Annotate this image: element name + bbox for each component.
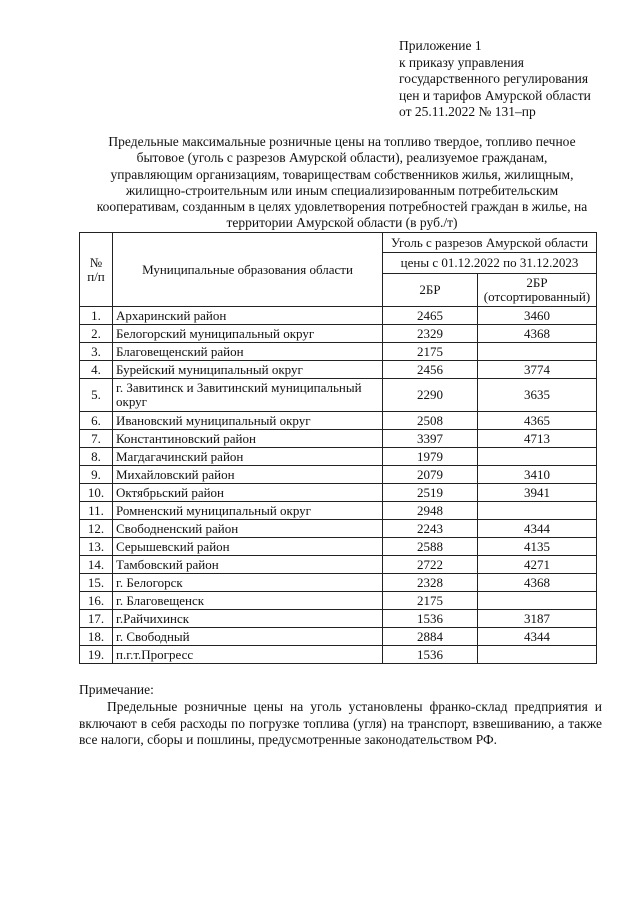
row-number: 2. <box>80 325 113 343</box>
row-price-2br: 2328 <box>383 574 478 592</box>
table-row <box>80 343 597 361</box>
appendix-line: государственного регулирования <box>399 71 589 86</box>
appendix-line: цен и тарифов Амурской области <box>399 87 591 103</box>
row-municipality: п.г.т.Прогресс <box>113 646 383 664</box>
row-price-2br-sorted: 3774 <box>478 361 597 379</box>
row-price-2br-sorted <box>478 592 597 610</box>
table-body <box>80 307 597 664</box>
table-row <box>80 361 597 379</box>
row-price-2br: 3397 <box>383 430 478 448</box>
row-price-2br-sorted <box>478 448 597 466</box>
row-price-2br: 2079 <box>383 466 478 484</box>
row-number: 10. <box>80 484 113 502</box>
row-municipality: г. Белогорск <box>113 574 383 592</box>
table-row <box>80 556 597 574</box>
header-municipality: Муниципальные образования области <box>113 233 383 307</box>
row-price-2br: 2175 <box>383 343 478 361</box>
row-price-2br-sorted: 4271 <box>478 556 597 574</box>
table-row <box>80 307 597 325</box>
row-price-2br-sorted: 4344 <box>478 628 597 646</box>
title-line: управляющим организациям, товариществам собственников жилья, жилищным, <box>110 166 574 182</box>
table-row <box>80 484 597 502</box>
header-grade-2br-sorted-line1: 2БР <box>526 275 548 290</box>
row-municipality: г.Райчихинск <box>113 610 383 628</box>
row-municipality: Магдагачинский район <box>113 448 383 466</box>
table-row <box>80 538 597 556</box>
row-number: 7. <box>80 430 113 448</box>
row-price-2br: 2948 <box>383 502 478 520</box>
row-price-2br-sorted: 4713 <box>478 430 597 448</box>
row-number: 3. <box>80 343 113 361</box>
note-text: Предельные розничные цены на уголь установлены франко-склад предприятия и включают в себя расходы по погрузке топлива (угля) на транспорт, взвешиванию, а также все налоги, сборы и пошлины, предусмотренные законодательством РФ. <box>79 699 602 747</box>
row-price-2br: 2884 <box>383 628 478 646</box>
table-row <box>80 448 597 466</box>
row-price-2br: 2519 <box>383 484 478 502</box>
appendix-line: от 25.11.2022 № 131–пр <box>399 104 536 119</box>
table-row <box>80 502 597 520</box>
row-number: 15. <box>80 574 113 592</box>
row-price-2br-sorted: 3460 <box>478 307 597 325</box>
note-label: Примечание: <box>79 682 154 697</box>
table-row <box>80 379 597 412</box>
table-row <box>80 610 597 628</box>
row-number: 5. <box>80 379 113 412</box>
row-price-2br: 2465 <box>383 307 478 325</box>
row-price-2br-sorted: 4365 <box>478 412 597 430</box>
row-municipality: Ромненский муниципальный округ <box>113 502 383 520</box>
row-municipality: г. Завитинск и Завитинский муниципальный округ <box>113 379 383 412</box>
title-line: жилищно-строительным или иным специализированным потребительским <box>125 182 559 198</box>
row-municipality: Белогорский муниципальный округ <box>113 325 383 343</box>
row-price-2br: 1536 <box>383 646 478 664</box>
row-municipality: Свободненский район <box>113 520 383 538</box>
header-grade-2br-sorted-line2: (отсортированный) <box>483 289 591 304</box>
header-coal: Уголь с разрезов Амурской области <box>383 233 597 253</box>
header-grade-2br: 2БР <box>383 274 478 307</box>
row-number: 18. <box>80 628 113 646</box>
header-period: цены с 01.12.2022 по 31.12.2023 <box>383 253 597 274</box>
row-municipality: г. Благовещенск <box>113 592 383 610</box>
row-number: 12. <box>80 520 113 538</box>
row-price-2br: 2243 <box>383 520 478 538</box>
row-price-2br-sorted <box>478 502 597 520</box>
row-number: 6. <box>80 412 113 430</box>
row-price-2br: 2329 <box>383 325 478 343</box>
row-price-2br-sorted <box>478 646 597 664</box>
table-row <box>80 646 597 664</box>
row-municipality: Константиновский район <box>113 430 383 448</box>
row-price-2br: 2508 <box>383 412 478 430</box>
row-price-2br-sorted: 3635 <box>478 379 597 412</box>
table-row <box>80 430 597 448</box>
row-number: 19. <box>80 646 113 664</box>
row-number: 11. <box>80 502 113 520</box>
row-number: 14. <box>80 556 113 574</box>
title-line: территории Амурской области (в руб./т) <box>226 215 458 231</box>
row-price-2br-sorted: 3410 <box>478 466 597 484</box>
row-price-2br-sorted: 4135 <box>478 538 597 556</box>
price-table <box>79 232 597 664</box>
row-number: 4. <box>80 361 113 379</box>
title-line: Предельные максимальные розничные цены на топливо твердое, топливо печное <box>108 134 576 149</box>
row-number: 17. <box>80 610 113 628</box>
row-price-2br: 2175 <box>383 592 478 610</box>
row-price-2br: 1979 <box>383 448 478 466</box>
appendix-line: Приложение 1 <box>399 38 482 53</box>
row-price-2br: 1536 <box>383 610 478 628</box>
row-price-2br: 2588 <box>383 538 478 556</box>
table-row <box>80 412 597 430</box>
table-row <box>80 466 597 484</box>
row-price-2br-sorted: 3941 <box>478 484 597 502</box>
row-price-2br-sorted <box>478 343 597 361</box>
row-price-2br: 2290 <box>383 379 478 412</box>
row-price-2br-sorted: 4368 <box>478 574 597 592</box>
row-price-2br: 2456 <box>383 361 478 379</box>
row-price-2br-sorted: 4368 <box>478 325 597 343</box>
row-municipality: Октябрьский район <box>113 484 383 502</box>
row-number: 8. <box>80 448 113 466</box>
row-municipality: Серышевский район <box>113 538 383 556</box>
table-row <box>80 574 597 592</box>
row-price-2br: 2722 <box>383 556 478 574</box>
table-row <box>80 628 597 646</box>
row-municipality: Архаринский район <box>113 307 383 325</box>
row-municipality: г. Свободный <box>113 628 383 646</box>
row-municipality: Тамбовский район <box>113 556 383 574</box>
row-price-2br-sorted: 4344 <box>478 520 597 538</box>
row-number: 1. <box>80 307 113 325</box>
document-title <box>68 134 616 232</box>
title-line: бытовое (уголь с разрезов Амурской области), реализуемое гражданам, <box>136 150 548 166</box>
table-row <box>80 520 597 538</box>
row-municipality: Ивановский муниципальный округ <box>113 412 383 430</box>
row-municipality: Благовещенский район <box>113 343 383 361</box>
appendix-block <box>399 38 591 121</box>
row-number: 9. <box>80 466 113 484</box>
row-municipality: Бурейский муниципальный округ <box>113 361 383 379</box>
row-number: 16. <box>80 592 113 610</box>
title-line: кооперативам, созданным в целях удовлетворения потребностей граждан в жилье, на <box>96 199 588 215</box>
appendix-line: к приказу управления <box>399 54 524 70</box>
table-row <box>80 592 597 610</box>
row-price-2br-sorted: 3187 <box>478 610 597 628</box>
row-number: 13. <box>80 538 113 556</box>
header-grade-2br-sorted <box>478 274 597 307</box>
table-row <box>80 325 597 343</box>
row-municipality: Михайловский район <box>113 466 383 484</box>
header-num: № п/п <box>80 233 113 307</box>
